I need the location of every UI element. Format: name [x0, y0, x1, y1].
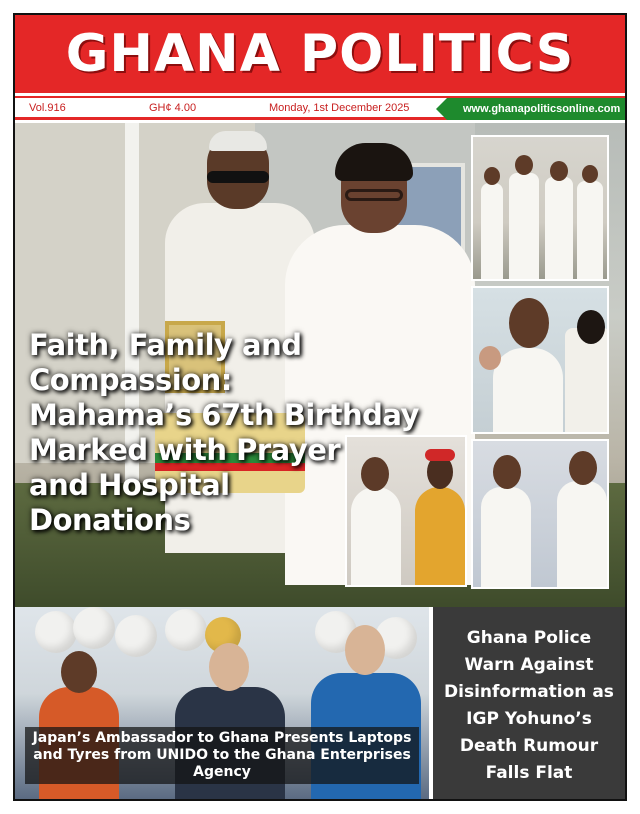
info-bar: [15, 98, 625, 120]
issue-date: Monday, 1st December 2025: [269, 102, 410, 114]
thumbnail-hospital-visit[interactable]: [471, 286, 609, 434]
issue-volume: Vol.916: [29, 102, 66, 114]
secondary-story-photo[interactable]: [15, 607, 429, 799]
website-link[interactable]: www.ghanapoliticsonline.com: [447, 98, 625, 120]
issue-price: GH¢ 4.00: [149, 102, 197, 114]
side-story-headline: Ghana Police Warn Against Disinformation as IGP Yohuno’s Death Rumour Falls Flat: [444, 628, 614, 783]
masthead: [15, 15, 625, 93]
secondary-story-caption[interactable]: Japan’s Ambassador to Ghana Presents Laptops and Tyres from UNIDO to the Ghana Enterprises Agency: [25, 727, 419, 784]
magazine-cover: [13, 13, 627, 801]
masthead-title: GHANA POLITICS: [65, 24, 575, 84]
side-story-panel[interactable]: [433, 607, 625, 799]
thumbnail-two-men[interactable]: [471, 439, 609, 589]
thumbnail-donation[interactable]: [345, 435, 467, 587]
eyeglasses: [345, 189, 403, 201]
sunglasses: [207, 171, 269, 183]
lead-headline[interactable]: Faith, Family and Compassion: Mahama’s 67th Birthday Marked with Prayer and Hospital Donations: [29, 328, 419, 537]
thumbnail-group-photo[interactable]: [471, 135, 609, 281]
